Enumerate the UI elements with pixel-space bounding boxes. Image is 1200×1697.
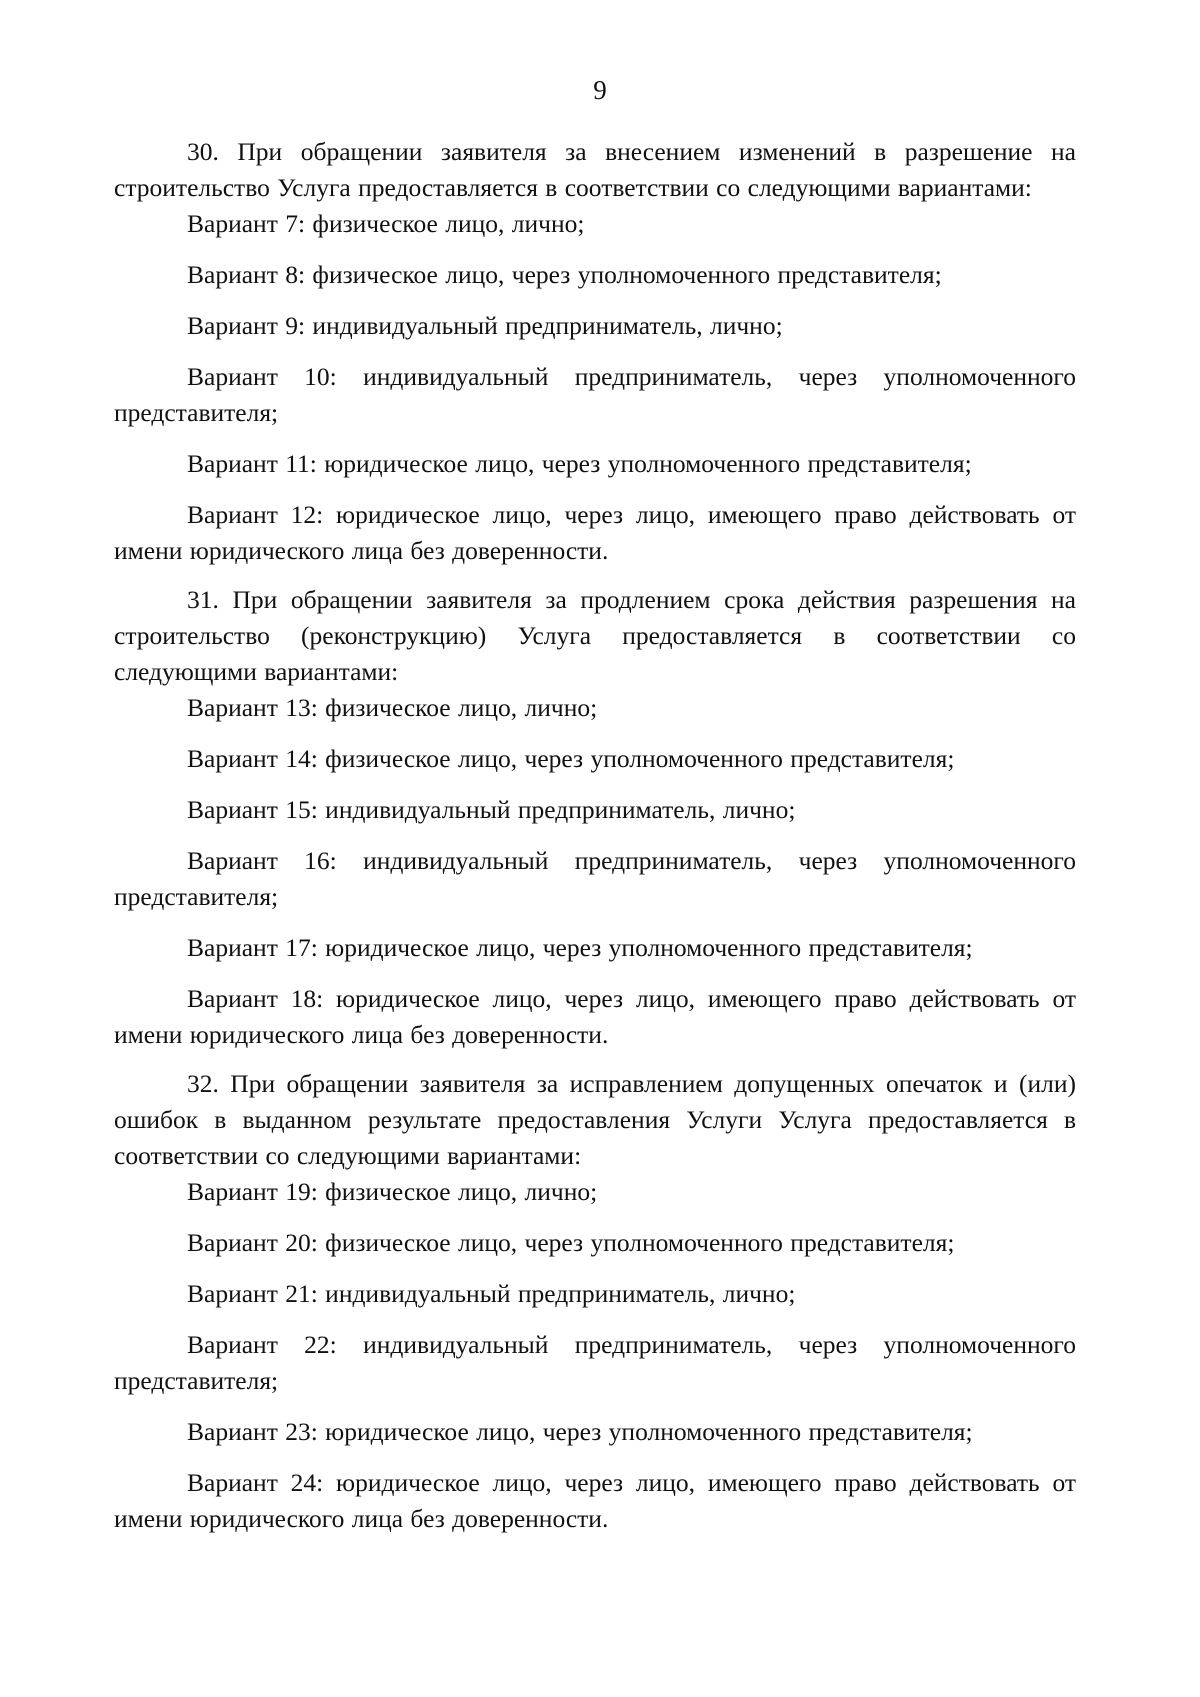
- variant-17: Вариант 17: юридическое лицо, через уполномоченного представителя;: [187, 933, 973, 962]
- variant-14: Вариант 14: физическое лицо, через уполномоченного представителя;: [187, 744, 955, 773]
- variant-18: Вариант 18: юридическое лицо, через лицо, имеющего право действовать от имени юридического лица без доверенности.: [114, 984, 1076, 1049]
- variant-22: Вариант 22: индивидуальный предприниматель, через уполномоченного представителя;: [114, 1330, 1076, 1395]
- variant-23: Вариант 23: юридическое лицо, через уполномоченного представителя;: [187, 1417, 973, 1446]
- variant-19: Вариант 19: физическое лицо, лично;: [187, 1177, 598, 1206]
- page-number: 9: [593, 75, 607, 105]
- variant-13: Вариант 13: физическое лицо, лично;: [187, 693, 598, 722]
- variant-9: Вариант 9: индивидуальный предприниматель, лично;: [187, 311, 783, 340]
- variant-24: Вариант 24: юридическое лицо, через лицо, имеющего право действовать от имени юридического лица без доверенности.: [114, 1468, 1076, 1533]
- variant-15: Вариант 15: индивидуальный предприниматель, лично;: [187, 795, 796, 824]
- variant-10: Вариант 10: индивидуальный предприниматель, через уполномоченного представителя;: [114, 362, 1076, 427]
- section-32-paragraph: 32. При обращении заявителя за исправлением допущенных опечаток и (или) ошибок в выданном результате предоставления Услуги Услуга предоставляется в соответствии со следующими вариантами:: [114, 1069, 1076, 1170]
- variant-12: Вариант 12: юридическое лицо, через лицо, имеющего право действовать от имени юридического лица без доверенности.: [114, 500, 1076, 565]
- variant-20: Вариант 20: физическое лицо, через уполномоченного представителя;: [187, 1228, 955, 1257]
- variant-16: Вариант 16: индивидуальный предприниматель, через уполномоченного представителя;: [114, 846, 1076, 911]
- section-31-paragraph: 31. При обращении заявителя за продлением срока действия разрешения на строительство (реконструкцию) Услуга предоставляется в соответствии со следующими вариантами:: [114, 585, 1076, 686]
- variant-21: Вариант 21: индивидуальный предприниматель, лично;: [187, 1279, 796, 1308]
- variant-8: Вариант 8: физическое лицо, через уполномоченного представителя;: [187, 260, 942, 289]
- section-30-paragraph: 30. При обращении заявителя за внесением изменений в разрешение на строительство Услуга предоставляется в соответствии со следующими вариантами:: [114, 137, 1076, 202]
- variant-11: Вариант 11: юридическое лицо, через уполномоченного представителя;: [187, 449, 972, 478]
- variant-7: Вариант 7: физическое лицо, лично;: [187, 209, 585, 238]
- document-body: [114, 134, 1076, 1537]
